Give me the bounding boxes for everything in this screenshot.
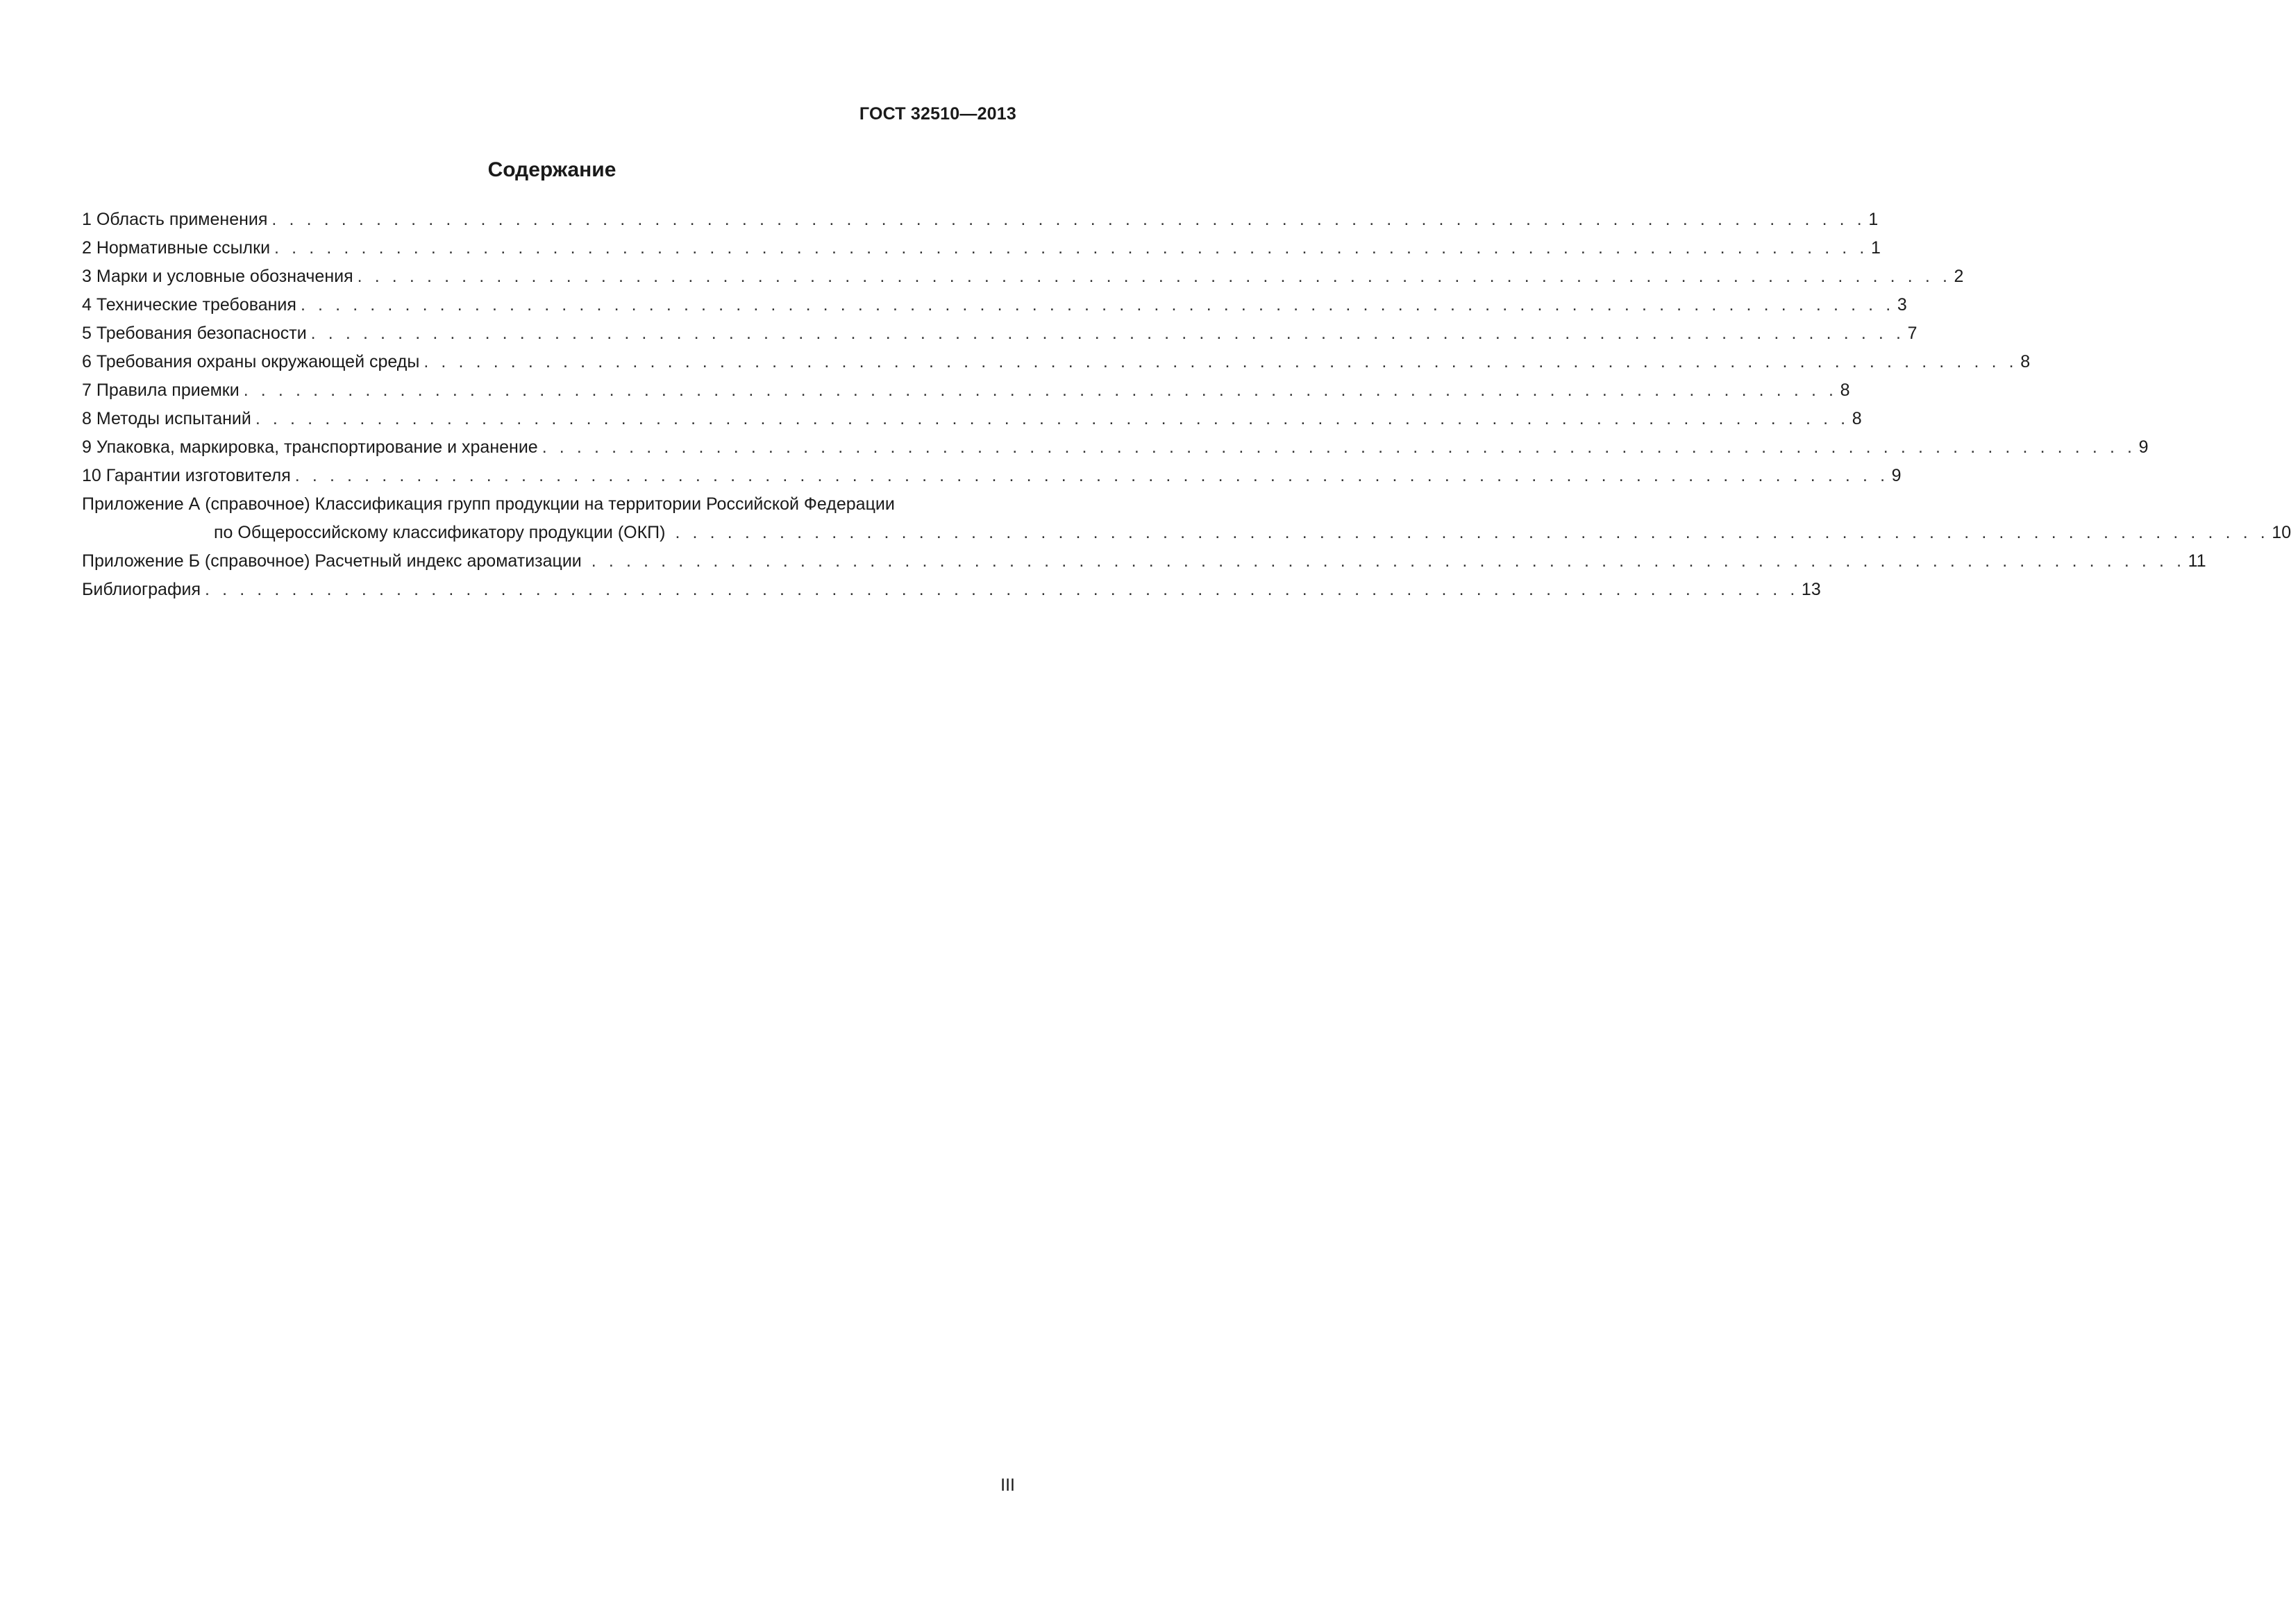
toc-item-label: 6 Требования охраны окружающей среды [82, 352, 420, 371]
page-number: III [1000, 1475, 1015, 1495]
toc-item-label: 7 Правила приемки [82, 380, 240, 400]
toc-item-label: 2 Нормативные ссылки [82, 238, 271, 258]
toc-item-grades[interactable] [82, 262, 1964, 291]
toc-leader-dots: . . . . . . . . . . . . . . . . . . . . . . . . . . . . . . . . . . . . . . . . . . . . . . . . . . . . . . . . . . . . . . . . . . . . . . . . . . . . . . . . . . . . . . . . . . . . [300, 295, 1895, 315]
toc-item-test-methods[interactable] [82, 405, 1862, 433]
toc-leader-dots: . . . . . . . . . . . . . . . . . . . . . . . . . . . . . . . . . . . . . . . . . . . . . . . . . . . . . . . . . . . . . . . . . . . . . . . . . . . . . . . . . . . . . . . . . . . . [255, 409, 1849, 428]
toc-leader-dots: . . . . . . . . . . . . . . . . . . . . . . . . . . . . . . . . . . . . . . . . . . . . . . . . . . . . . . . . . . . . . . . . . . . . . . . . . . . . . . . . . . . . . . . . . . . . [271, 210, 1866, 229]
toc-item-page: 8 [1852, 409, 1862, 428]
toc-title: Содержание [487, 158, 616, 181]
toc-item-page: 1 [1868, 210, 1879, 229]
toc-item-label: Приложение Б (справочное) Расчетный индекс ароматизации [82, 551, 582, 571]
toc-leader-dots: . . . . . . . . . . . . . . . . . . . . . . . . . . . . . . . . . . . . . . . . . . . . . . . . . . . . . . . . . . . . . . . . . . . . . . . . . . . . . . . . . . . . . . . . . . . . [357, 267, 1952, 286]
toc-item-scope[interactable] [82, 206, 1879, 234]
toc-item-page: 8 [2020, 352, 2031, 371]
toc-leader-dots: . . . . . . . . . . . . . . . . . . . . . . . . . . . . . . . . . . . . . . . . . . . . . . . . . . . . . . . . . . . . . . . . . . . . . . . . . . . . . . . . . . . . . . . . . . . . [675, 523, 2269, 542]
toc-item-page: 7 [1907, 324, 1917, 343]
toc-item-continuation [82, 519, 2291, 547]
toc-item-safety-requirements[interactable] [82, 319, 1917, 348]
toc-item-page: 11 [2188, 551, 2206, 571]
toc-item-page: 13 [1801, 580, 1821, 599]
toc-item-page: 9 [2138, 437, 2149, 457]
toc-item-label: 9 Упаковка, маркировка, транспортирование и хранение [82, 437, 538, 457]
toc-item-label: Приложение А (справочное) Классификация групп продукции на территории Российской Федерации [82, 494, 895, 514]
toc-item-environment[interactable] [82, 348, 2031, 376]
toc-item-page: 2 [1954, 267, 1964, 286]
toc-item-label: 5 Требования безопасности [82, 324, 307, 343]
toc-item-page: 3 [1897, 295, 1907, 315]
toc-item-page: 8 [1840, 380, 1850, 400]
toc-item-page: 10 [2272, 523, 2291, 542]
toc-item-technical-requirements[interactable] [82, 291, 1907, 319]
toc-leader-dots: . . . . . . . . . . . . . . . . . . . . . . . . . . . . . . . . . . . . . . . . . . . . . . . . . . . . . . . . . . . . . . . . . . . . . . . . . . . . . . . . . . . . . . . . . . . . [591, 551, 2185, 571]
toc-item-label: 8 Методы испытаний [82, 409, 251, 428]
toc-item-label: Библиография [82, 580, 201, 599]
toc-item-acceptance-rules[interactable] [82, 376, 1850, 405]
toc-item-appendix-b[interactable] [82, 547, 2206, 576]
toc-item-label: 3 Марки и условные обозначения [82, 267, 353, 286]
toc-leader-dots: . . . . . . . . . . . . . . . . . . . . . . . . . . . . . . . . . . . . . . . . . . . . . . . . . . . . . . . . . . . . . . . . . . . . . . . . . . . . . . . . . . . . . . . . . . . . [542, 437, 2136, 457]
toc-item-normative-references[interactable] [82, 234, 1881, 262]
document-code: ГОСТ 32510—2013 [859, 104, 1016, 124]
toc-leader-dots: . . . . . . . . . . . . . . . . . . . . . . . . . . . . . . . . . . . . . . . . . . . . . . . . . . . . . . . . . . . . . . . . . . . . . . . . . . . . . . . . . . . . . . . . . . . . [310, 324, 1905, 343]
toc-item-label-continued: по Общероссийскому классификатору продукции (ОКП) [214, 523, 666, 542]
toc-item-page: 9 [1891, 466, 1902, 485]
toc-leader-dots: . . . . . . . . . . . . . . . . . . . . . . . . . . . . . . . . . . . . . . . . . . . . . . . . . . . . . . . . . . . . . . . . . . . . . . . . . . . . . . . . . . . . . . . . . . . . [205, 580, 1799, 599]
toc-leader-dots: . . . . . . . . . . . . . . . . . . . . . . . . . . . . . . . . . . . . . . . . . . . . . . . . . . . . . . . . . . . . . . . . . . . . . . . . . . . . . . . . . . . . . . . . . . . . [294, 466, 1889, 485]
toc-item-label: 4 Технические требования [82, 295, 296, 315]
toc-item-warranty[interactable] [82, 462, 1902, 490]
toc-item-label: 1 Область применения [82, 210, 268, 229]
toc-item-packaging[interactable] [82, 433, 2149, 462]
toc-item-page: 1 [1870, 238, 1881, 258]
table-of-contents [82, 206, 2291, 604]
toc-leader-dots: . . . . . . . . . . . . . . . . . . . . . . . . . . . . . . . . . . . . . . . . . . . . . . . . . . . . . . . . . . . . . . . . . . . . . . . . . . . . . . . . . . . . . . . . . . . . [243, 380, 1838, 400]
toc-item-bibliography[interactable] [82, 576, 1821, 604]
toc-leader-dots: . . . . . . . . . . . . . . . . . . . . . . . . . . . . . . . . . . . . . . . . . . . . . . . . . . . . . . . . . . . . . . . . . . . . . . . . . . . . . . . . . . . . . . . . . . . . [423, 352, 2018, 371]
toc-leader-dots: . . . . . . . . . . . . . . . . . . . . . . . . . . . . . . . . . . . . . . . . . . . . . . . . . . . . . . . . . . . . . . . . . . . . . . . . . . . . . . . . . . . . . . . . . . . . [274, 238, 1868, 258]
toc-item-label: 10 Гарантии изготовителя [82, 466, 291, 485]
toc-item-appendix-a[interactable] [82, 490, 2291, 547]
